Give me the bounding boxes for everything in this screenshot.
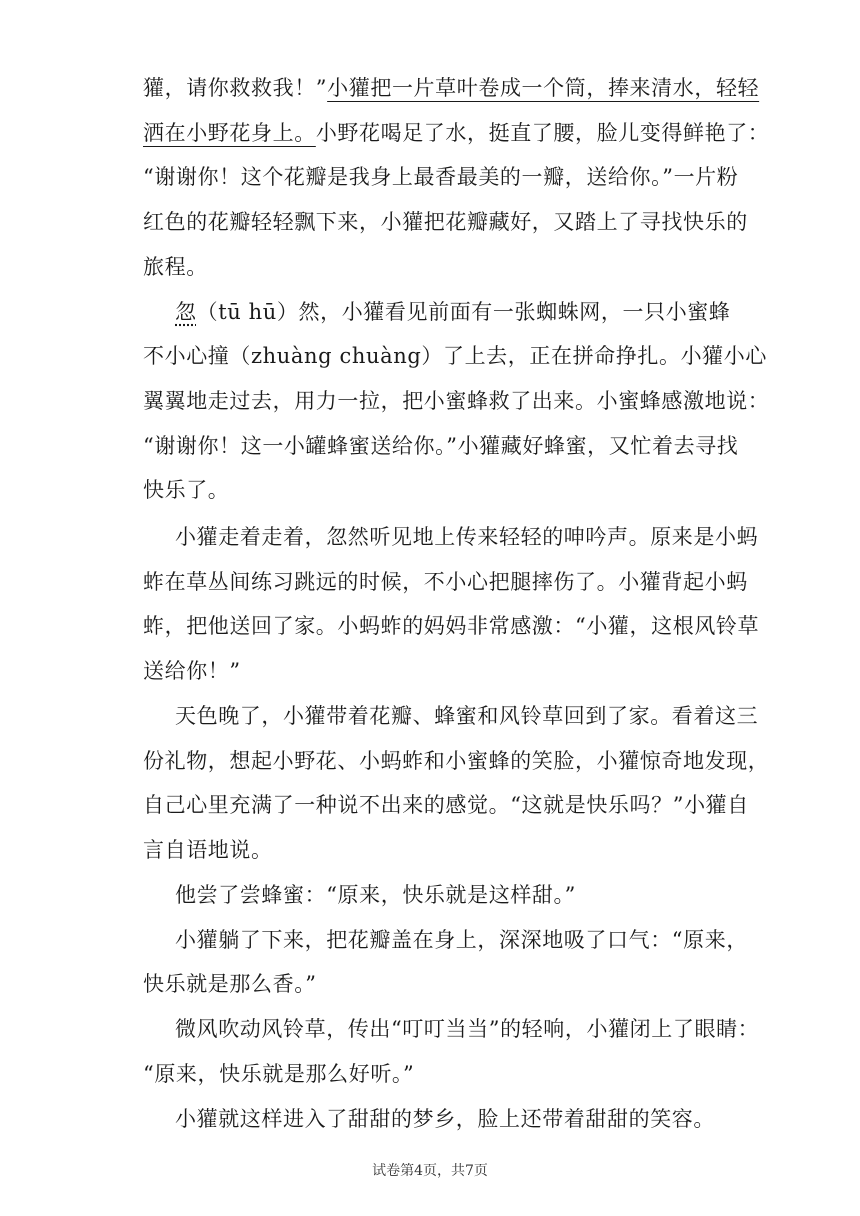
text-span: 獾，请你救救我！” — [143, 76, 328, 100]
text-line: 红色的花瓣轻轻飘下来，小獾把花瓣藏好，又踏上了寻找快乐的 — [143, 210, 748, 234]
text-span: 小野花喝足了水，挺直了腰，脸儿变得鲜艳了： — [315, 121, 770, 145]
text-line: 言自语地说。 — [143, 838, 273, 862]
text-line: 小獾就这样进入了甜甜的梦乡，脸上还带着甜甜的笑容。 — [175, 1107, 715, 1131]
text-line: 他尝了尝蜂蜜：“原来，快乐就是这样甜。” — [175, 883, 576, 907]
text-line: “谢谢你！这一小罐蜂蜜送给你。”小獾藏好蜂蜜，又忙着去寻找 — [143, 434, 739, 458]
text-line — [175, 297, 731, 327]
text-line: 旅程。 — [143, 255, 208, 279]
text-line: 蚱，把他送回了家。小蚂蚱的妈妈非常感激：“小獾，这根风铃草 — [143, 614, 760, 638]
text-line: 送给你！” — [143, 659, 241, 683]
text-line — [143, 118, 769, 148]
text-line: 翼翼地走过去，用力一拉，把小蜜蜂救了出来。小蜜蜂感激地说： — [143, 389, 770, 413]
text-span: （tū hū）然，小獾看见前面有一张蜘蛛网，一只小蜜蜂 — [196, 300, 731, 324]
underlined-sentence: 小獾把一片草叶卷成一个筒，捧来清水，轻轻 — [327, 76, 760, 100]
text-line: 快乐了。 — [143, 478, 230, 502]
pinyin-target-char: 忽 — [175, 300, 197, 324]
text-line: 份礼物，想起小野花、小蚂蚱和小蜜蜂的笑脸，小獾惊奇地发现， — [143, 749, 770, 773]
text-line: 天色晚了，小獾带着花瓣、蜂蜜和风铃草回到了家。看着这三 — [175, 704, 759, 728]
text-line — [143, 341, 767, 371]
text-line: 小獾躺了下来，把花瓣盖在身上，深深地吸了口气：“原来， — [175, 928, 748, 952]
page-footer: 试卷第4页，共7页 — [372, 1163, 488, 1179]
text-span: 不小心撞 — [143, 344, 230, 368]
text-line: “原来，快乐就是那么好听。” — [143, 1062, 415, 1086]
text-span: （zhuàng chuàng）了上去，正在拼命挣扎。小獾小心 — [229, 344, 767, 368]
text-line: 小獾走着走着，忽然听见地上传来轻轻的呻吟声。原来是小蚂 — [175, 525, 759, 549]
underlined-sentence: 洒在小野花身上。 — [143, 121, 316, 145]
text-line — [143, 73, 759, 103]
text-line: “谢谢你！这个花瓣是我身上最香最美的一瓣，送给你。”一片粉 — [143, 165, 739, 189]
text-line: 自己心里充满了一种说不出来的感觉。“这就是快乐吗？”小獾自 — [143, 793, 749, 817]
text-line: 蚱在草丛间练习跳远的时候，不小心把腿摔伤了。小獾背起小蚂 — [143, 570, 748, 594]
text-line: 快乐就是那么香。” — [143, 972, 317, 996]
text-line: 微风吹动风铃草，传出“叮叮当当”的轻响，小獾闭上了眼睛： — [175, 1017, 760, 1041]
